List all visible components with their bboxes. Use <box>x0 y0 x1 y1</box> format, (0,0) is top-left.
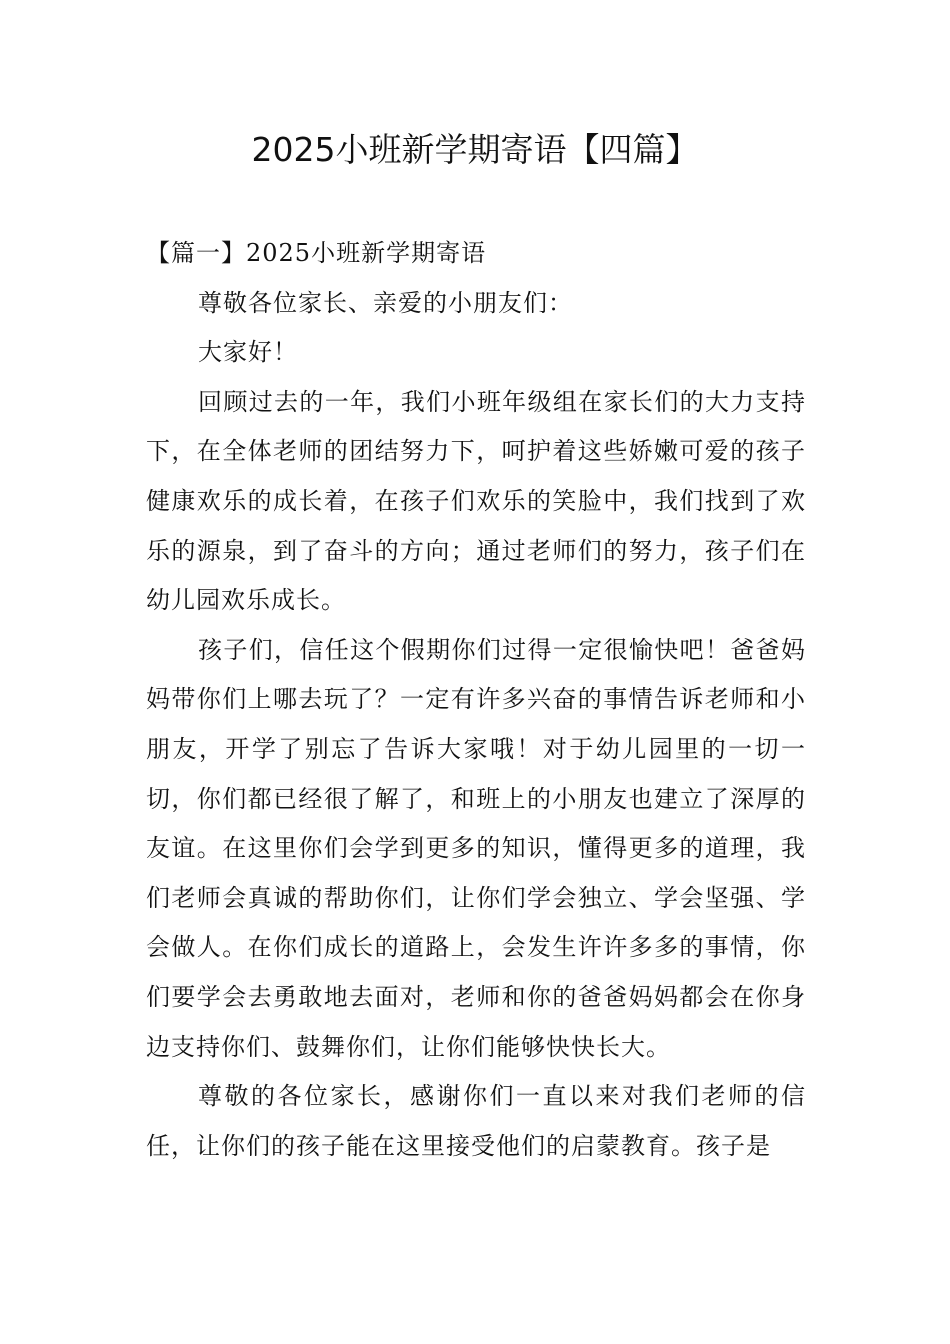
body-paragraph: 回顾过去的一年，我们小班年级组在家长们的大力支持下，在全体老师的团结努力下，呵护着这些娇嫩可爱的孩子健康欢乐的成长着，在孩子们欢乐的笑脸中，我们找到了欢乐的源泉，到了奋斗的方向；通过老师们的努力，孩子们在幼儿园欢乐成长。 <box>146 387 806 615</box>
greeting-paragraph: 大家好！ <box>198 338 298 367</box>
section-heading: 【篇一】2025小班新学期寄语 <box>146 239 487 267</box>
salutation-paragraph: 尊敬各位家长、亲爱的小朋友们： <box>198 288 573 317</box>
document-title: 2025小班新学期寄语【四篇】 <box>251 130 699 169</box>
document-body <box>146 229 806 1171</box>
body-paragraph: 孩子们，信任这个假期你们过得一定很愉快吧！爸爸妈妈带你们上哪去玩了？一定有许多兴奋的事情告诉老师和小朋友，开学了别忘了告诉大家哦！对于幼儿园里的一切一切，你们都已经很了解了，和班上的小朋友也建立了深厚的友谊。在这里你们会学到更多的知识，懂得更多的道理，我们老师会真诚的帮助你们，让你们学会独立、学会坚强、学会做人。在你们成长的道路上，会发生许许多多的事情，你们要学会去勇敢地去面对，老师和你的爸爸妈妈都会在你身边支持你们、鼓舞你们，让你们能够快快长大。 <box>146 635 806 1061</box>
body-paragraph: 尊敬的各位家长，感谢你们一直以来对我们老师的信任，让你们的孩子能在这里接受他们的启蒙教育。孩子是 <box>146 1082 806 1160</box>
